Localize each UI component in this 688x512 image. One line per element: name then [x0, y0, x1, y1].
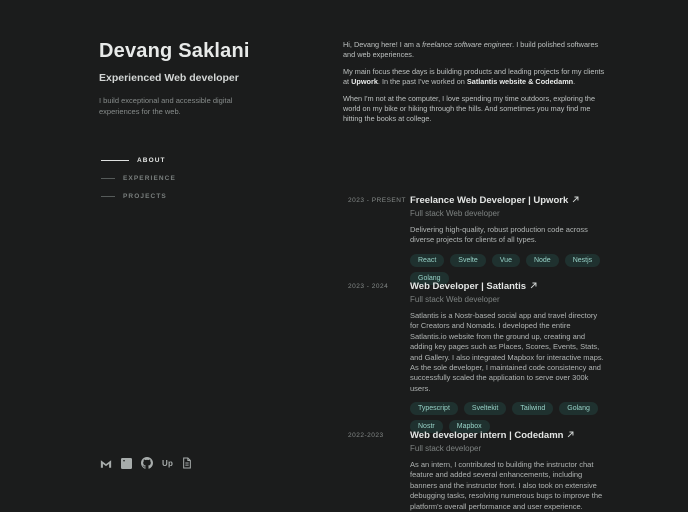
- page-title: Devang Saklani: [99, 40, 250, 62]
- tech-tag: React: [410, 254, 444, 267]
- tech-tag: Svelte: [450, 254, 485, 267]
- experience-subtitle: Full stack Web developer: [410, 295, 500, 304]
- nav-indicator-line: [101, 160, 129, 161]
- experience-description: Delivering high-quality, robust production code across diverse projects for clients of all types.: [410, 225, 588, 245]
- experience-description: As an intern, I contributed to building the instructor chat feature and added several enhancements, including banners and the instructor front. I also took on extensive debugging tasks, resolving numerous bugs to improve the platform's overall performance and user experience.: [410, 460, 603, 511]
- section-nav: [101, 151, 176, 205]
- experience-period: 2023 - PRESENT: [348, 197, 406, 204]
- tagline: I build exceptional and accessible digital experiences for the web.: [99, 96, 233, 116]
- nav-item-about[interactable]: [101, 151, 176, 169]
- resume-icon[interactable]: [182, 457, 192, 469]
- tech-tag: Golang: [410, 272, 449, 285]
- upwork-link[interactable]: Upwork: [351, 77, 378, 87]
- nav-item-label: PROJECTS: [123, 192, 167, 200]
- experience-entry-codedamn: [343, 430, 605, 512]
- about-paragraph-2: My main focus these days is building products and leading projects for my clients at Upwork. In the past I've worked on Satlantis website & Codedamn.: [343, 66, 605, 87]
- linkedin-icon[interactable]: [121, 458, 132, 469]
- experience-subtitle: Full stack developer: [410, 444, 482, 453]
- tech-tag: Golang: [559, 402, 598, 415]
- nav-item-label: EXPERIENCE: [123, 174, 176, 182]
- about-paragraph-1: Hi, Devang here! I am a freelance software engineer. I build polished softwares and web experiences.: [343, 40, 599, 60]
- about-paragraph-3: When I'm not at the computer, I love spending my time outdoors, exploring the world on my bike or hiking through the hills. And sometimes you may find me hitting the books at college.: [343, 93, 596, 124]
- upwork-icon[interactable]: Up: [162, 458, 174, 468]
- experience-entry-satlantis: [343, 281, 605, 433]
- social-links: [100, 457, 192, 469]
- experience-entry-upwork: [343, 195, 605, 285]
- about-section: [343, 40, 607, 131]
- tech-tag: Tailwind: [512, 402, 553, 415]
- experience-title-link[interactable]: Web developer intern | Codedamn: [410, 430, 605, 441]
- about-italic-phrase: freelance software engineer: [422, 40, 513, 49]
- experience-period: 2023 - 2024: [348, 283, 389, 290]
- satlantis-codedamn-link[interactable]: Satlantis website & Codedamn: [466, 77, 574, 87]
- tech-tag: Mapbox: [449, 420, 490, 433]
- tech-tag: Nestjs: [565, 254, 600, 267]
- tech-tag: Nostr: [410, 420, 443, 433]
- tech-tag: Vue: [492, 254, 520, 267]
- experience-title-link[interactable]: Web Developer | Satlantis: [410, 281, 605, 292]
- experience-period: 2022-2023: [348, 432, 384, 439]
- nav-indicator-line: [101, 196, 115, 197]
- external-link-icon: [572, 195, 579, 206]
- tech-tags: [410, 402, 605, 433]
- tech-tag: Sveltekit: [464, 402, 506, 415]
- nav-item-experience[interactable]: [101, 169, 176, 187]
- tech-tag: Typescript: [410, 402, 458, 415]
- github-icon[interactable]: [141, 457, 153, 469]
- gmail-icon[interactable]: [100, 458, 112, 469]
- nav-item-label: ABOUT: [137, 156, 166, 164]
- experience-title-link[interactable]: Freelance Web Developer | Upwork: [410, 195, 605, 206]
- experience-description: Satlantis is a Nostr-based social app and travel directory for Creators and Nomads. I developed the entire Satlantis.io website from the ground up, creating and adding key pages such as Places, Scores, Events, Stats, and Gallery. I also integrated Mapbox for interactive maps. As the sole developer, I maintained code consistency and successfully scaled the application to serve over 300k users.: [410, 311, 604, 393]
- experience-subtitle: Full stack Web developer: [410, 209, 500, 218]
- external-link-icon: [530, 281, 537, 292]
- nav-item-projects[interactable]: [101, 187, 176, 205]
- nav-indicator-line: [101, 178, 115, 179]
- sidebar: [99, 40, 335, 117]
- tech-tag: Node: [526, 254, 559, 267]
- external-link-icon: [567, 430, 574, 441]
- role-subtitle: Experienced Web developer: [99, 72, 239, 84]
